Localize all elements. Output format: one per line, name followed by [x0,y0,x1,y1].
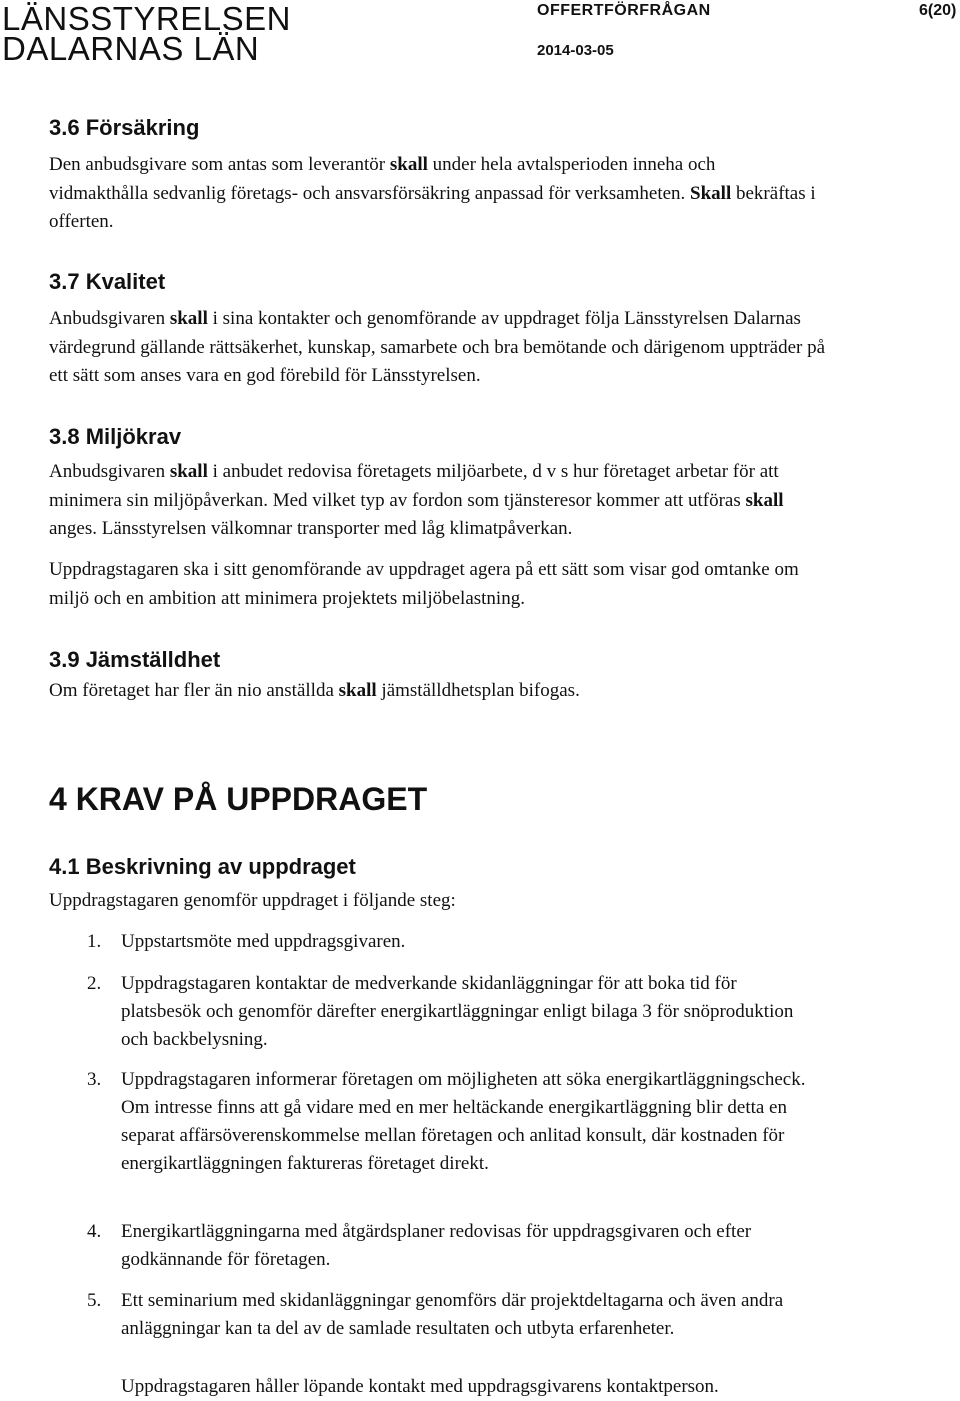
step-number: 1. [87,931,102,952]
section-4-1-intro: Uppdragstagaren genomför uppdraget i följande steg: [49,890,456,911]
list-item [49,1287,849,1343]
step-number: 2. [87,973,102,994]
section-3-7-heading: 3.7 Kvalitet [49,269,166,294]
document-date: 2014-03-05 [537,42,614,59]
step-number: 3. [87,1069,102,1090]
page-number: 6(20) [919,2,957,19]
section-3-6-paragraph: Den anbudsgivare som antas som leverantör skall under hela avtalsperioden inneha och vidmakthålla sedvanlig företags- och ansvarsförsäkring anpassad för verksamheten. Skall bekräftas i offerten. [49,154,816,232]
logo-line-1: LÄNSSTYRELSEN [2,0,291,37]
section-3-9-heading: 3.9 Jämställdhet [49,647,221,672]
section-4-1-heading: 4.1 Beskrivning av uppdraget [49,854,356,879]
step-text: Energikartläggningarna med åtgärdsplaner redovisas för uppdragsgivaren och efter godkännande för företagen. [121,1221,752,1270]
step-text: Uppdragstagaren informerar företagen om möjligheten att söka energikartläggningscheck. Om intresse finns att gå vidare med en mer heltäckande energikartläggning blir detta en separat affärsöverenskommelse mellan företagen och anlitad konsult, där kostnaden för energikartläggningen faktureras företaget direkt. [121,1069,806,1174]
section-3-8-heading: 3.8 Miljökrav [49,424,182,449]
section-3-6-heading: 3.6 Försäkring [49,115,200,140]
list-item [49,970,849,1054]
step-number: 4. [87,1221,102,1242]
section-3-9-paragraph: Om företaget har fler än nio anställda skall jämställdhetsplan bifogas. [49,680,580,701]
section-3-8-paragraph-2: Uppdragstagaren ska i sitt genomförande av uppdraget agera på ett sätt som visar god omtanke om miljö och en ambition att minimera projektets miljöbelastning. [49,559,799,609]
step-number: 5. [87,1290,102,1311]
document-type: OFFERTFÖRFRÅGAN [537,2,711,19]
section-3-8-paragraph-1: Anbudsgivaren skall i anbudet redovisa företagets miljöarbete, d v s hur företaget arbetar för att minimera sin miljöpåverkan. Med vilket typ av fordon som tjänsteresor kommer att utföras skall anges. Länsstyrelsen välkomnar transporter med låg klimatpåverkan. [49,461,784,539]
closing-paragraph: Uppdragstagaren håller löpande kontakt med uppdragsgivarens kontaktperson. [121,1376,719,1397]
logo-line-2: DALARNAS LÄN [2,30,260,67]
section-3-7-paragraph: Anbudsgivaren skall i sina kontakter och genomförande av uppdraget följa Länsstyrelsen Dalarnas värdegrund gällande rättsäkerhet, kunskap, samarbete och bra bemötande och därigenom uppträder på ett sätt som anses vara en god förebild för Länsstyrelsen. [49,308,826,386]
step-text: Ett seminarium med skidanläggningar genomförs där projektdeltagarna och även andra anläggningar kan ta del av de samlade resultaten och utbyta erfarenheter. [121,1290,784,1339]
list-item [49,928,849,956]
list-item [49,1218,849,1274]
step-text: Uppdragstagaren kontaktar de medverkande skidanläggningar för att boka tid för platsbesök och genomför därefter energikartläggningar enligt bilaga 3 för snöproduktion och backbelysning. [121,973,794,1050]
step-text: Uppstartsmöte med uppdragsgivaren. [121,931,406,952]
agency-logo [2,0,291,67]
chapter-4-heading: 4 KRAV PÅ UPPDRAGET [49,781,428,817]
list-item [49,1066,849,1178]
